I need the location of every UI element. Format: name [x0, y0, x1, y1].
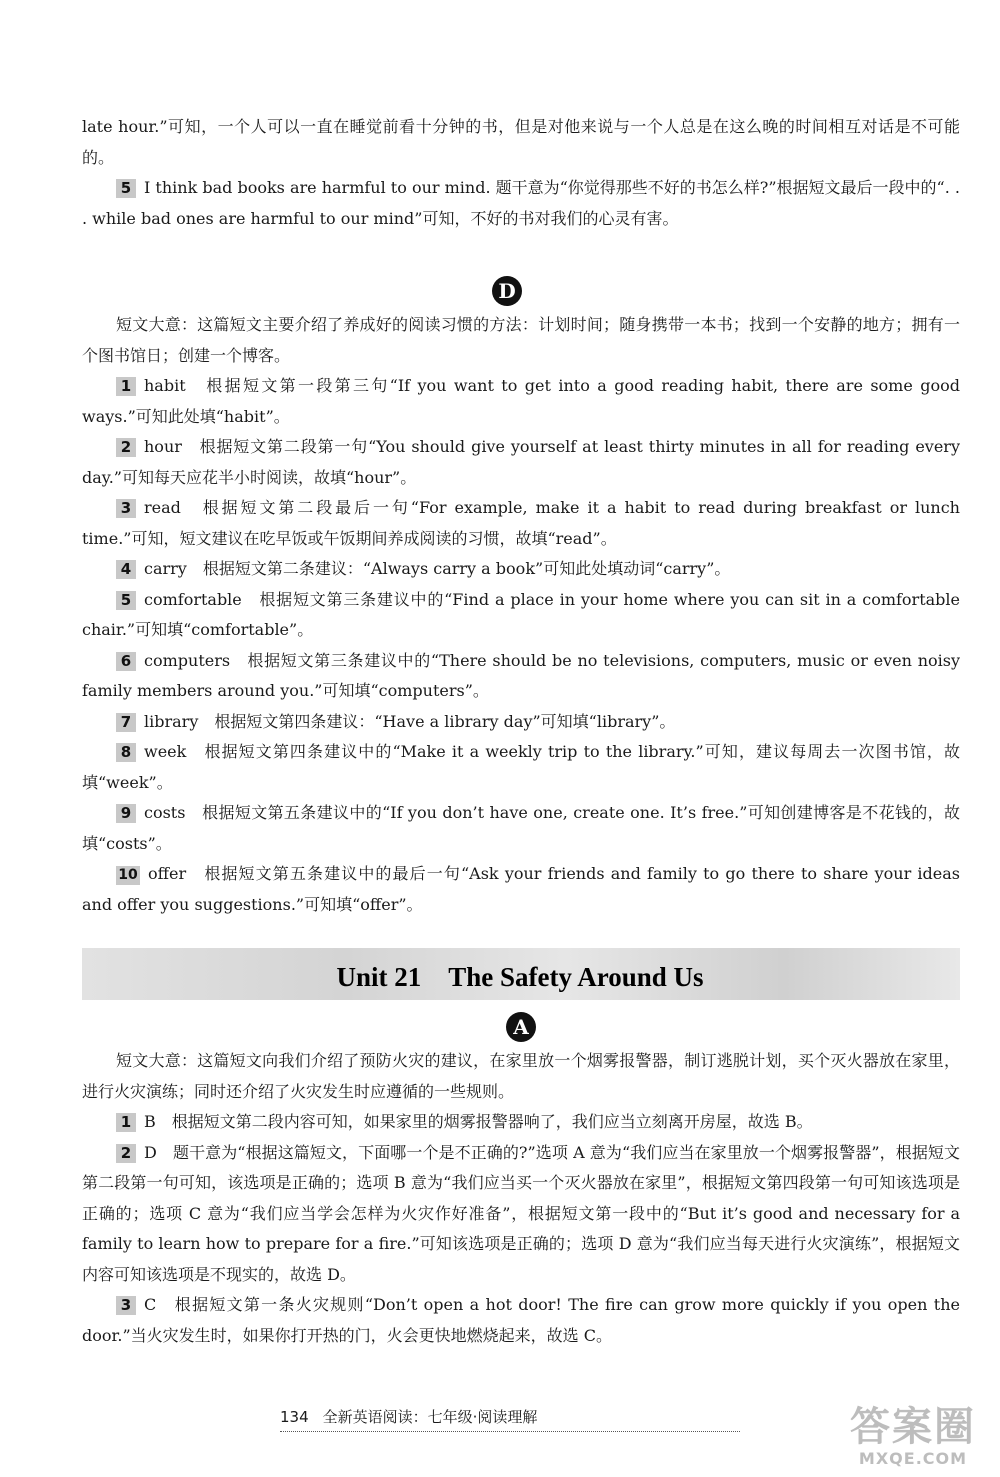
item-number: 3 — [116, 499, 136, 518]
item-text: costs 根据短文第五条建议中的“If you don’t have one, create one. It’s free.”可知创建博客是不花钱的，故填“costs”。 — [82, 803, 960, 853]
item-text: library 根据短文第四条建议：“Have a library day”可知填“library”。 — [144, 711, 676, 731]
item-number: 7 — [116, 713, 136, 732]
page-number: 134 — [280, 1408, 309, 1426]
answer-item — [82, 859, 960, 920]
item-text: habit 根据短文第一段第三句“If you want to get into a good reading habit, there are some good ways.”可知此处填“habit”。 — [82, 376, 960, 426]
answer-item — [82, 585, 960, 646]
answer-item — [82, 554, 960, 585]
answer-item — [82, 432, 960, 493]
top-block — [82, 112, 960, 234]
item-text: comfortable 根据短文第三条建议中的“Find a place in your home where you can sit in a comfortable chair.”可知填“comfortable”。 — [82, 589, 960, 639]
item-text: D 题干意为“根据这篇短文，下面哪一个是不正确的?”选项 A 意为“我们应当在家里放一个烟雾报警器”，根据短文第二段第一句可知，该选项是正确的；选项 B 意为“我们应当买一个灭火器放在家里”，根据短文第四段第一句可知该选项是正确的；选项 C 意为“我们应当学会怎样为火灾作好准备”，根据短文第一段中的“But it’s good and necessary for a family to learn how to prepare for a fire.”可知该选项是正确的；选项 D 意为“我们应当每天进行火灾演练”，根据短文内容可知该选项是不现实的，故选 D。 — [82, 1142, 960, 1284]
answer-item — [82, 371, 960, 432]
answer-item — [82, 1107, 960, 1138]
answer-item — [82, 173, 960, 234]
item-number: 5 — [116, 591, 136, 610]
item-number: 2 — [116, 1144, 136, 1163]
answer-item — [82, 798, 960, 859]
answer-item — [82, 707, 960, 738]
item-number: 5 — [116, 179, 136, 198]
item-number: 1 — [116, 377, 136, 396]
section-d-marker: D — [492, 276, 522, 306]
item-number: 1 — [116, 1113, 136, 1132]
section-summary: 短文大意：这篇短文主要介绍了养成好的阅读习惯的方法：计划时间；随身携带一本书；找到一个安静的地方；拥有一个图书馆日；创建一个博客。 — [82, 315, 960, 365]
page-footer — [280, 1406, 740, 1432]
answer-item — [82, 493, 960, 554]
item-number: 10 — [116, 866, 140, 885]
item-text: hour 根据短文第二段第一句“You should give yourself at least thirty minutes in all for reading every day.”可知每天应花半小时阅读，故填“hour”。 — [82, 437, 960, 487]
unit-title: Unit 21 The Safety Around Us — [336, 962, 704, 992]
item-number: 4 — [116, 560, 136, 579]
item-text: carry 根据短文第二条建议：“Always carry a book”可知此处填动词“carry”。 — [144, 559, 731, 578]
item-number: 9 — [116, 804, 136, 823]
book-title: 全新英语阅读：七年级·阅读理解 — [322, 1408, 538, 1426]
item-number: 6 — [116, 652, 136, 671]
item-number: 3 — [116, 1296, 136, 1315]
section-summary: 短文大意：这篇短文向我们介绍了预防火灾的建议，在家里放一个烟雾报警器，制订逃脱计划，买个灭火器放在家里，进行火灾演练；同时还介绍了火灾发生时应遵循的一些规则。 — [82, 1051, 960, 1101]
item-number: 8 — [116, 743, 136, 762]
answer-item — [82, 1290, 960, 1351]
answer-item — [82, 1138, 960, 1291]
item-number: 2 — [116, 438, 136, 457]
item-text: read 根据短文第二段最后一句“For example, make it a habit to read during breakfast or lunch time.”可知，短文建议在吃早饭或午饭期间养成阅读的习惯，故填“read”。 — [82, 498, 960, 548]
section-d — [82, 310, 960, 920]
item-text: B 根据短文第二段内容可知，如果家里的烟雾报警器响了，我们应当立刻离开房屋，故选 B。 — [144, 1112, 813, 1131]
item-text: offer 根据短文第五条建议中的最后一句“Ask your friends and family to go there to share your ideas and offer you suggestions.”可知填“offer”。 — [82, 864, 960, 914]
section-a — [82, 1046, 960, 1351]
answer-item — [82, 737, 960, 798]
watermark-url: MXQE.COM — [858, 1449, 968, 1468]
item-text: week 根据短文第四条建议中的“Make it a weekly trip to the library.”可知，建议每周去一次图书馆，故填“week”。 — [82, 742, 960, 792]
item-text: C 根据短文第一条火灾规则“Don’t open a hot door! The fire can grow more quickly if you open the door.”当火灾发生时，如果你打开热的门，火会更快地燃烧起来，故选 C。 — [82, 1295, 960, 1345]
section-a-marker: A — [506, 1012, 536, 1042]
watermark-logo — [848, 1405, 978, 1470]
paragraph-continuation: late hour.”可知，一个人可以一直在睡觉前看十分钟的书，但是对他来说与一个人总是在这么晚的时间相互对话是不可能的。 — [82, 117, 960, 167]
watermark-text: 答案圈 — [850, 1404, 976, 1450]
item-text: I think bad books are harmful to our mind. 题干意为“你觉得那些不好的书怎么样?”根据短文最后一段中的“. . . while bad ones are harmful to our mind”可知，不好的书对我们的心灵有害。 — [82, 178, 960, 228]
answer-item — [82, 646, 960, 707]
item-text: computers 根据短文第三条建议中的“There should be no televisions, computers, music or even noisy family members around you.”可知填“computers”。 — [82, 650, 960, 700]
